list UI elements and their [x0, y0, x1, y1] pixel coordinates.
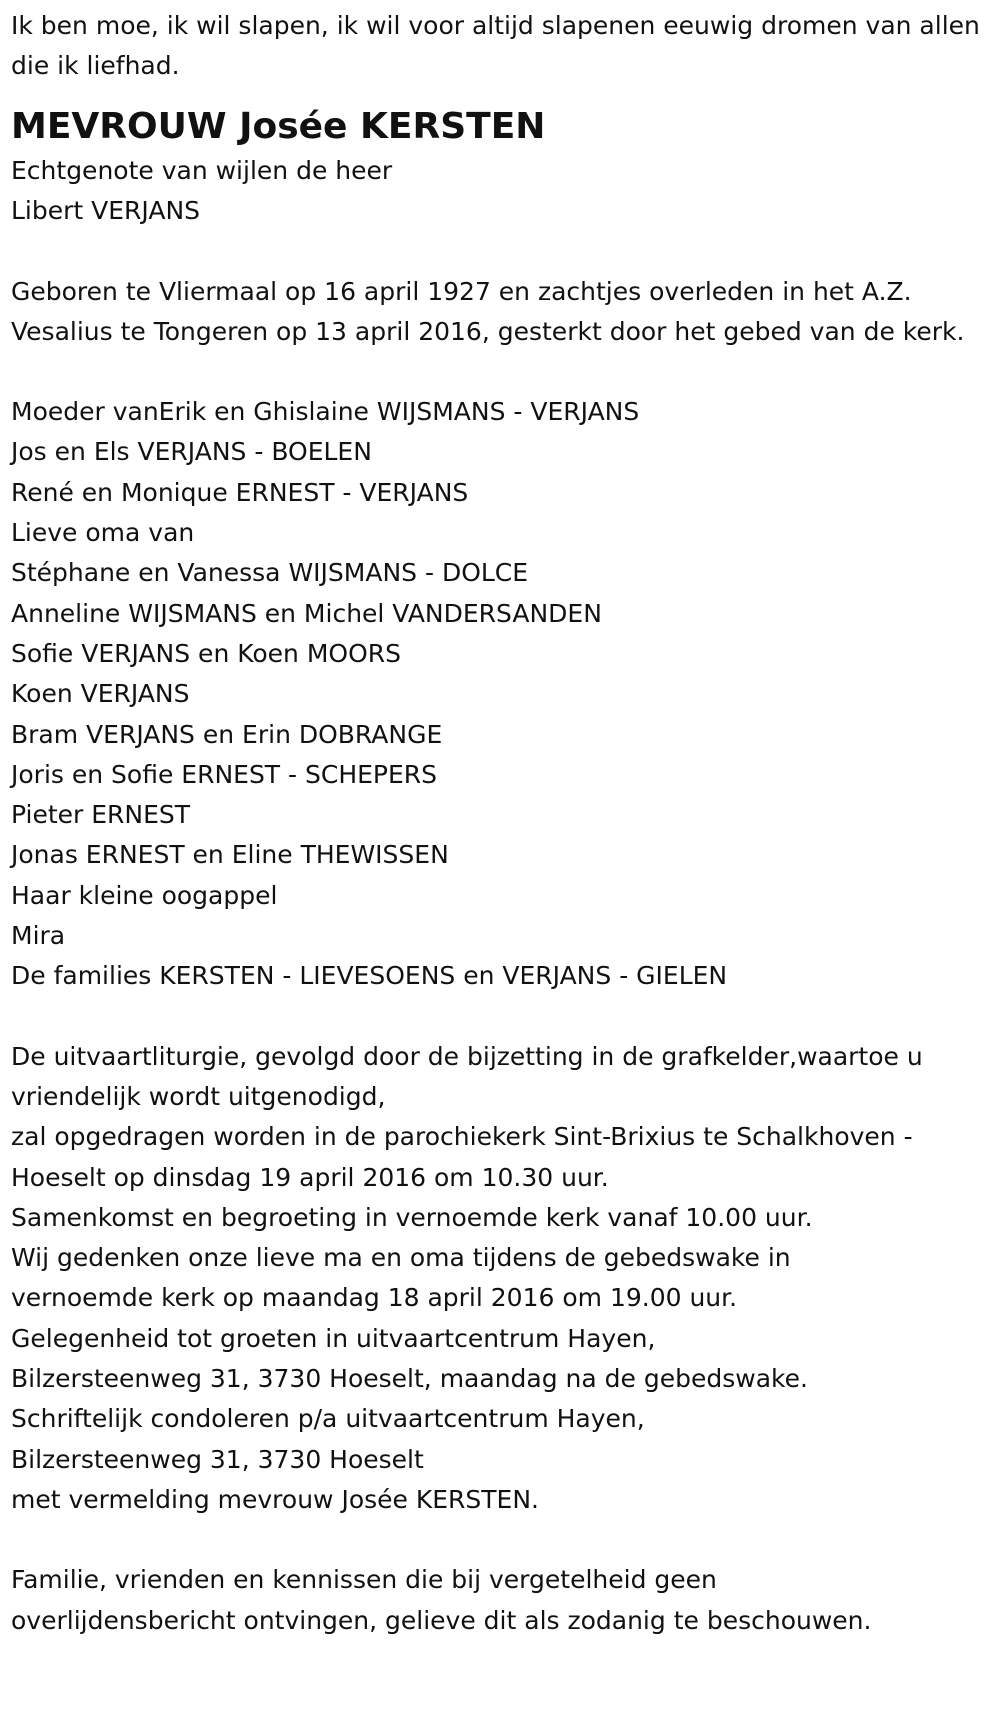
- family-line: René en Monique ERNEST - VERJANS: [11, 477, 469, 507]
- family-line: Bram VERJANS en Erin DOBRANGE: [11, 719, 443, 749]
- spouse-block: [11, 151, 1000, 232]
- service-line: De uitvaartliturgie, gevolgd door de bijzetting in de grafkelder,waartoe u: [11, 1041, 923, 1071]
- family-line: Pieter ERNEST: [11, 800, 191, 830]
- family-line: Jos en Els VERJANS - BOELEN: [11, 437, 372, 467]
- service-line: Schriftelijk condoleren p/a uitvaartcentrum Hayen,: [11, 1404, 645, 1434]
- spouse-line: Echtgenote van wijlen de heer: [11, 156, 393, 185]
- spacer: [11, 232, 1000, 272]
- service-line: Bilzersteenweg 31, 3730 Hoeselt: [11, 1444, 424, 1474]
- family-line: Joris en Sofie ERNEST - SCHEPERS: [11, 759, 438, 789]
- service-line: vernoemde kerk op maandag 18 april 2016 om 19.00 uur.: [11, 1283, 738, 1313]
- deceased-name: MEVROUW Josée KERSTEN: [11, 106, 546, 147]
- closing-note: [11, 1560, 1000, 1641]
- service-line: vriendelijk wordt uitgenodigd,: [11, 1081, 386, 1111]
- family-line: Sofie VERJANS en Koen MOORS: [11, 638, 402, 668]
- service-line: Wij gedenken onze lieve ma en oma tijdens de gebedswake in: [11, 1243, 791, 1273]
- family-line: Jonas ERNEST en Eline THEWISSEN: [11, 840, 449, 870]
- family-line: Haar kleine oogappel: [11, 880, 278, 910]
- family-line: Mira: [11, 921, 66, 951]
- service-details: [11, 1037, 1000, 1521]
- spouse-line: Libert VERJANS: [11, 196, 201, 226]
- service-line: met vermelding mevrouw Josée KERSTEN.: [11, 1484, 539, 1514]
- family-line: Anneline WIJSMANS en Michel VANDERSANDEN: [11, 598, 602, 628]
- birth-death-paragraph: Geboren te Vliermaal op 16 april 1927 en zachtjes overleden in het A.Z. Vesalius te Tongeren op 13 april 2016, gesterkt door het gebed van de kerk.: [11, 276, 965, 346]
- service-line: Samenkomst en begroeting in vernoemde kerk vanaf 10.00 uur.: [11, 1202, 813, 1232]
- family-line: Moeder vanErik en Ghislaine WIJSMANS - VERJANS: [11, 397, 640, 427]
- closing-line: Familie, vrienden en kennissen die bij vergetelheid geen: [11, 1565, 717, 1595]
- service-line: Bilzersteenweg 31, 3730 Hoeselt, maandag na de gebedswake.: [11, 1364, 808, 1394]
- family-line: Lieve oma van: [11, 518, 195, 548]
- family-line: Koen VERJANS: [11, 679, 190, 709]
- family-line: De families KERSTEN - LIEVESOENS en VERJANS - GIELEN: [11, 961, 728, 991]
- closing-line: overlijdensbericht ontvingen, gelieve dit als zodanig te beschouwen.: [11, 1605, 872, 1635]
- service-line: Hoeselt op dinsdag 19 april 2016 om 10.30 uur.: [11, 1162, 609, 1192]
- family-list: [11, 392, 1000, 996]
- spacer: [11, 997, 1000, 1037]
- service-line: Gelegenheid tot groeten in uitvaartcentrum Hayen,: [11, 1323, 656, 1353]
- spacer: [11, 352, 1000, 392]
- intro-quote: Ik ben moe, ik wil slapen, ik wil voor altijd slapenen eeuwig dromen van allen die ik liefhad.: [11, 11, 980, 80]
- family-line: Stéphane en Vanessa WIJSMANS - DOLCE: [11, 558, 529, 588]
- service-line: zal opgedragen worden in de parochiekerk Sint-Brixius te Schalkhoven -: [11, 1122, 913, 1152]
- spacer: [11, 1520, 1000, 1560]
